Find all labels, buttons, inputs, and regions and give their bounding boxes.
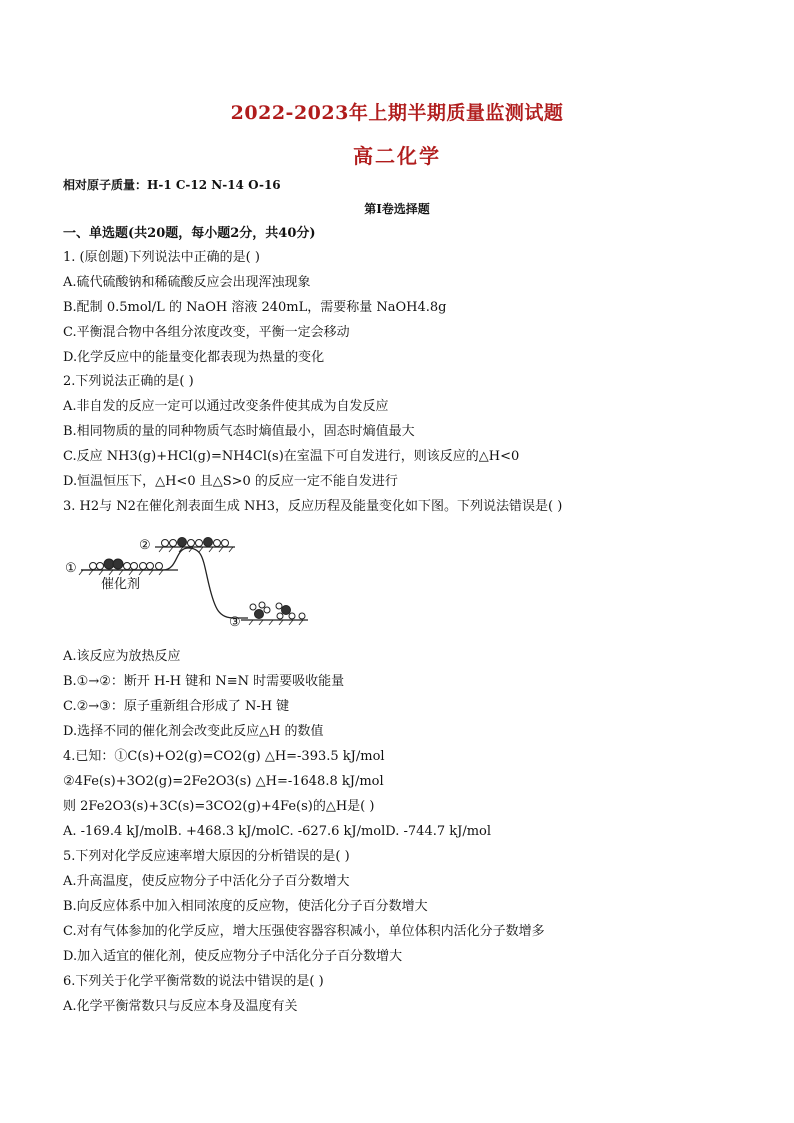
q2-option-d: D.恒温恒压下，△H<0 且△S>0 的反应一定不能自发进行 [63,474,398,489]
q2-option-b: B.相同物质的量的同种物质气态时熵值最小，固态时熵值最大 [63,424,415,439]
q5-option-a: A.升高温度，使反应物分子中活化分子百分数增大 [63,874,350,889]
q4-question: 则 2Fe2O3(s)+3C(s)=3CO2(g)+4Fe(s)的△H是( ) [63,799,375,814]
q3-option-c: C.②→③：原子重新组合形成了 N-H 键 [63,699,290,714]
state-1-label: ① [65,561,77,576]
q1-option-b: B.配制 0.5mol/L 的 NaOH 溶液 240mL，需要称量 NaOH4.8g [63,300,447,315]
q2-option-a: A.非自发的反应一定可以通过改变条件使其成为自发反应 [63,399,389,414]
section-title: 第Ⅰ卷选择题 [364,202,430,216]
q3-option-b: B.①→②：断开 H-H 键和 N≡N 时需要吸收能量 [63,674,345,689]
atomic-masses: 相对原子质量：H-1 C-12 N-14 O-16 [63,178,281,192]
q4-stem: 4.已知：①C(s)+O2(g)=CO2(g) △H=-393.5 kJ/mol [63,749,385,764]
q1-stem: 1. (原创题)下列说法中正确的是( ) [63,250,260,265]
state-3-label: ③ [229,615,241,630]
q3-option-a: A.该反应为放热反应 [63,649,181,664]
q5-option-c: C.对有气体参加的化学反应，增大压强使容器容积减小，单位体积内活化分子数增多 [63,924,545,939]
q3-option-d: D.选择不同的催化剂会改变此反应△H 的数值 [63,724,324,739]
q3-stem: 3. H2与 N2在催化剂表面生成 NH3，反应历程及能量变化如下图。下列说法错误是( ) [63,499,563,514]
q6-stem: 6.下列关于化学平衡常数的说法中错误的是( ) [63,974,324,989]
q2-stem: 2.下列说法正确的是( ) [63,374,194,389]
q6-option-a: A.化学平衡常数只与反应本身及温度有关 [63,999,298,1014]
q1-option-a: A.硫代硫酸钠和稀硫酸反应会出现浑浊现象 [63,275,311,290]
q2-option-c: C.反应 NH3(g)+HCl(g)=NH4Cl(s)在室温下可自发进行，则该反应的△H<0 [63,449,520,464]
q1-option-d: D.化学反应中的能量变化都表现为热量的变化 [63,350,325,365]
exam-subject: 高二化学 [353,144,441,168]
catalyst-label: 催化剂 [101,577,141,592]
q5-stem: 5.下列对化学反应速率增大原因的分析错误的是( ) [63,849,350,864]
q5-option-b: B.向反应体系中加入相同浓度的反应物，使活化分子百分数增大 [63,899,428,914]
q5-option-d: D.加入适宜的催化剂，使反应物分子中活化分子百分数增大 [63,949,403,964]
reaction-energy-diagram [63,530,313,630]
q1-option-c: C.平衡混合物中各组分浓度改变，平衡一定会移动 [63,325,350,340]
exam-title: 2022-2023年上期半期质量监测试题 [230,102,564,124]
q4-equation-2: ②4Fe(s)+3O2(g)=2Fe2O3(s) △H=-1648.8 kJ/mol [63,774,384,789]
state-2-label: ② [139,538,151,553]
q4-options: A. -169.4 kJ/molB. +468.3 kJ/molC. -627.6 kJ/molD. -744.7 kJ/mol [63,824,492,839]
part-one-heading: 一、单选题(共20题，每小题2分，共40分) [63,226,316,241]
